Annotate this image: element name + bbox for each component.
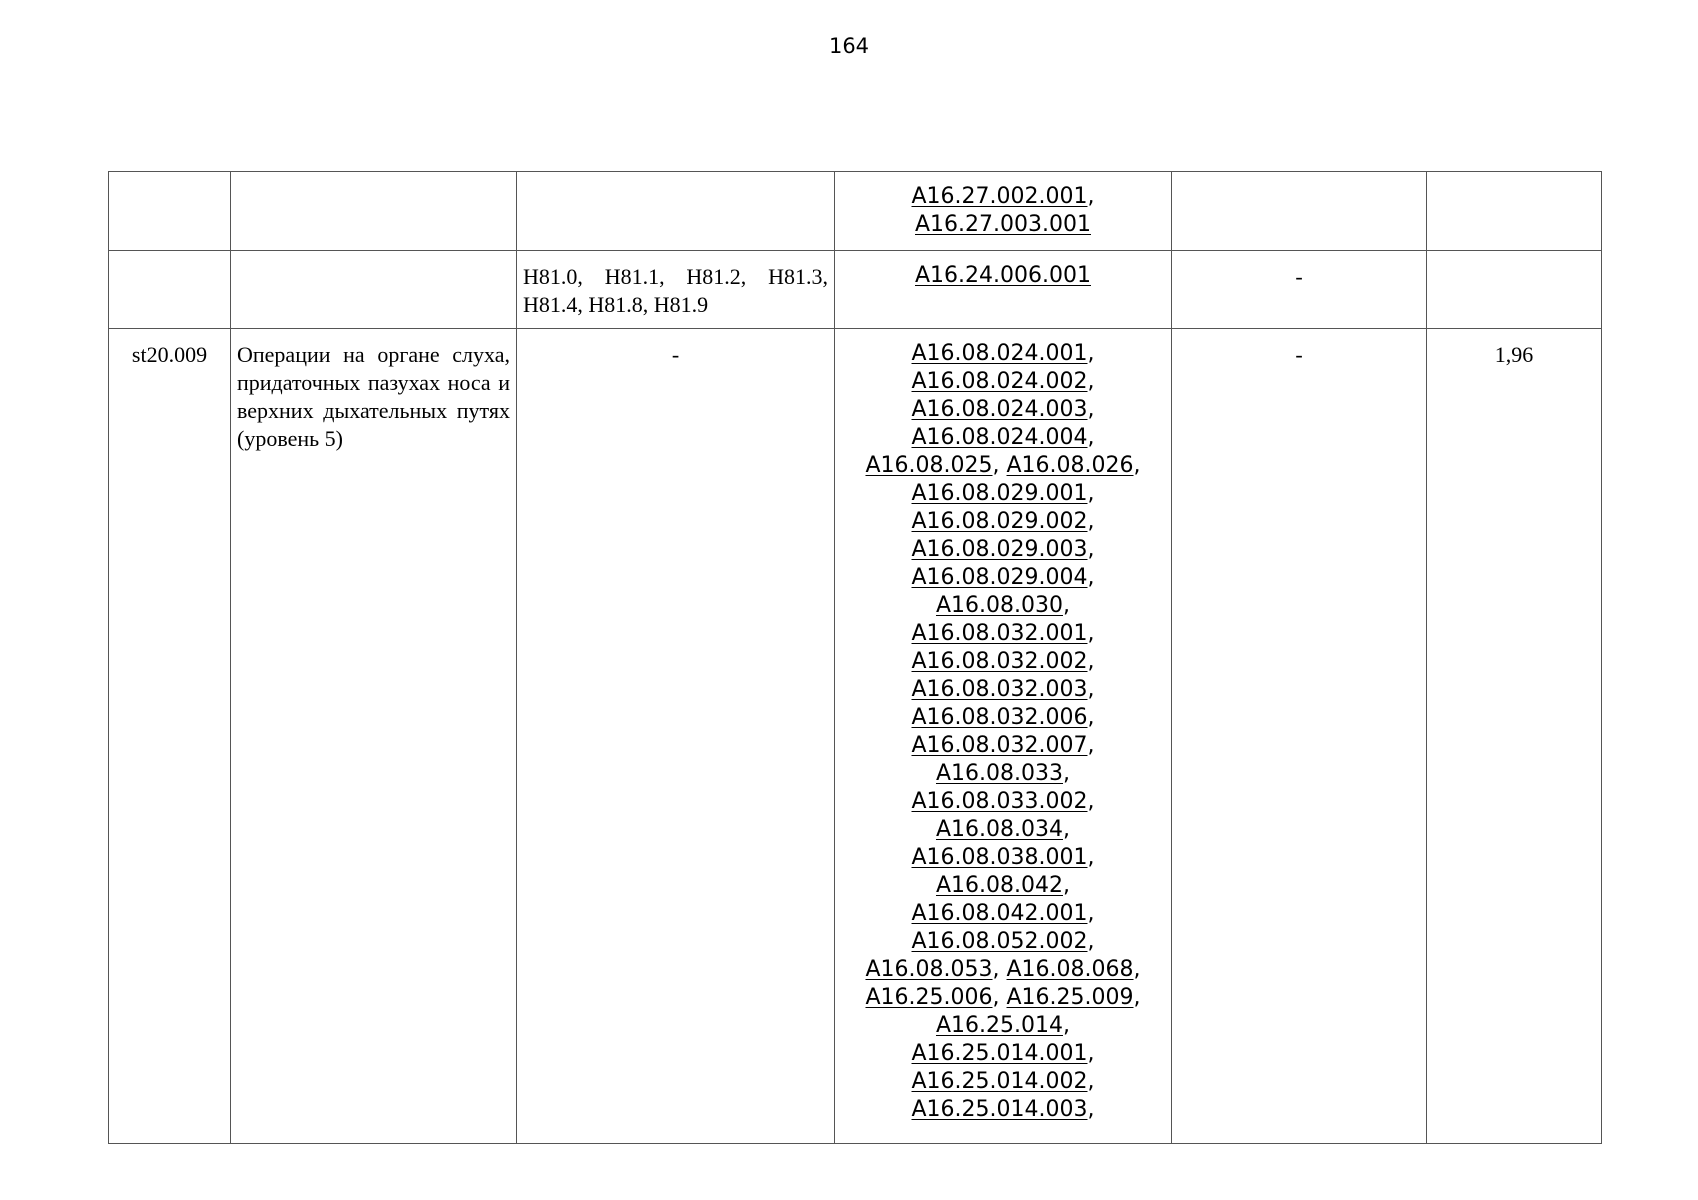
operation-code-link[interactable]: A16.08.032.007 — [911, 733, 1088, 758]
operation-code-link[interactable]: A16.08.053 — [865, 957, 993, 982]
operation-code-link[interactable]: A16.08.032.001 — [911, 621, 1088, 646]
operation-codes-line: A16.08.032.002, — [911, 649, 1095, 674]
operation-codes-line: A16.08.032.006, — [911, 705, 1095, 730]
operation-codes-line: A16.25.014.002, — [911, 1069, 1095, 1094]
operation-code-link[interactable]: A16.08.034 — [935, 817, 1063, 842]
operation-code-link[interactable]: A16.25.014 — [935, 1013, 1063, 1038]
operation-code-link[interactable]: A16.08.032.002 — [911, 649, 1088, 674]
operation-code-link[interactable]: A16.08.024.004 — [911, 425, 1088, 450]
coefficient-cell — [1427, 251, 1602, 329]
operation-codes-line: A16.08.034, — [935, 817, 1070, 842]
operation-codes-line: A16.27.002.001, — [911, 184, 1095, 209]
operation-codes-line: A16.08.029.003, — [911, 537, 1095, 562]
ksg-name-cell — [231, 172, 517, 251]
coefficient-cell — [1427, 172, 1602, 251]
operation-code-link[interactable]: A16.25.006 — [865, 985, 993, 1010]
operation-code-link[interactable]: A16.08.042.001 — [911, 901, 1088, 926]
operation-codes-line: A16.08.032.001, — [911, 621, 1095, 646]
operation-codes-line: A16.08.024.003, — [911, 397, 1095, 422]
operation-code-link[interactable]: A16.08.029.002 — [911, 509, 1088, 534]
operation-codes-line: A16.08.024.002, — [911, 369, 1095, 394]
additional-criteria-cell — [1172, 172, 1427, 251]
operation-codes-line: A16.08.029.002, — [911, 509, 1095, 534]
operation-code-link[interactable]: A16.08.029.001 — [911, 481, 1088, 506]
operation-codes-line: A16.08.052.002, — [911, 929, 1095, 954]
operations-cell — [835, 329, 1172, 1144]
operation-codes-line: A16.25.014.003, — [911, 1097, 1095, 1122]
operation-code-link[interactable]: A16.08.030 — [935, 593, 1063, 618]
operation-code-link[interactable]: A16.08.024.001 — [911, 341, 1088, 366]
operation-code-link[interactable]: A16.08.042 — [935, 873, 1063, 898]
operation-codes-line: A16.25.006, A16.25.009, — [865, 985, 1141, 1010]
operation-code-link[interactable]: A16.08.052.002 — [911, 929, 1088, 954]
operation-code-link[interactable]: A16.08.029.004 — [911, 565, 1088, 590]
operation-code-link[interactable]: A16.25.014.001 — [911, 1041, 1088, 1066]
operation-code-link[interactable]: A16.08.038.001 — [911, 845, 1088, 870]
operation-code-link[interactable]: A16.08.032.003 — [911, 677, 1088, 702]
operation-codes-line: A16.25.014, — [935, 1013, 1070, 1038]
operation-code-link[interactable]: A16.08.032.006 — [911, 705, 1088, 730]
operation-codes-line: A16.08.033.002, — [911, 789, 1095, 814]
ksg-code-cell — [109, 251, 231, 329]
operation-code-link[interactable]: A16.08.026 — [1006, 453, 1134, 478]
operation-code-link[interactable]: A16.24.006.001 — [915, 263, 1091, 288]
operation-codes-line: A16.08.025, A16.08.026, — [865, 453, 1141, 478]
operations-cell — [835, 172, 1172, 251]
ksg-code-cell: st20.009 — [109, 329, 231, 1144]
page-number: 164 — [828, 34, 870, 58]
ksg-name-cell — [231, 251, 517, 329]
diagnoses-cell: - — [517, 329, 835, 1144]
operation-code-link[interactable]: A16.25.009 — [1006, 985, 1134, 1010]
ksg-name-cell: Операции на органе слуха, придаточных пазухах носа и верхних дыхательных путях (уровень 5) — [231, 329, 517, 1144]
operation-code-link[interactable]: A16.08.033 — [935, 761, 1063, 786]
operation-code-link[interactable]: A16.25.014.003 — [911, 1097, 1088, 1122]
table-row — [109, 251, 1602, 329]
tariff-table — [108, 171, 1602, 1144]
operation-code-link[interactable]: A16.08.024.003 — [911, 397, 1088, 422]
operation-code-link[interactable]: A16.25.014.002 — [911, 1069, 1088, 1094]
operation-codes-line: A16.08.029.004, — [911, 565, 1095, 590]
operation-code-link[interactable]: A16.08.025 — [865, 453, 993, 478]
coefficient-cell: 1,96 — [1427, 329, 1602, 1144]
operation-codes-line — [835, 262, 1171, 290]
operation-codes-line: A16.08.024.001, — [911, 341, 1095, 366]
operation-code-link[interactable]: A16.08.033.002 — [911, 789, 1088, 814]
operation-code-link[interactable]: A16.27.002.001 — [911, 184, 1088, 209]
operation-codes-line: A16.08.030, — [935, 593, 1070, 618]
operation-codes-line: A16.08.042.001, — [911, 901, 1095, 926]
operation-codes-line — [835, 211, 1171, 239]
operation-codes-line: A16.25.014.001, — [911, 1041, 1095, 1066]
operation-code-link[interactable]: A16.08.029.003 — [911, 537, 1088, 562]
operation-code-link[interactable]: A16.08.068 — [1006, 957, 1134, 982]
operation-code-link[interactable]: A16.27.003.001 — [915, 212, 1091, 237]
table-row — [109, 329, 1602, 1144]
ksg-code-cell — [109, 172, 231, 251]
operations-cell — [835, 251, 1172, 329]
operation-codes-line: A16.08.032.007, — [911, 733, 1095, 758]
operation-codes-line: A16.08.053, A16.08.068, — [865, 957, 1141, 982]
diagnoses-cell — [517, 172, 835, 251]
diagnoses-cell: H81.0, H81.1, H81.2, H81.3, H81.4, H81.8, H81.9 — [517, 251, 835, 329]
operation-codes-line: A16.08.042, — [935, 873, 1070, 898]
operation-codes-line: A16.08.029.001, — [911, 481, 1095, 506]
table-row — [109, 172, 1602, 251]
operation-codes-line: A16.08.038.001, — [911, 845, 1095, 870]
operation-code-link[interactable]: A16.08.024.002 — [911, 369, 1088, 394]
operation-codes-line: A16.08.033, — [935, 761, 1070, 786]
additional-criteria-cell: - — [1172, 329, 1427, 1144]
additional-criteria-cell: - — [1172, 251, 1427, 329]
operation-codes-line: A16.08.032.003, — [911, 677, 1095, 702]
operation-codes-line: A16.08.024.004, — [911, 425, 1095, 450]
